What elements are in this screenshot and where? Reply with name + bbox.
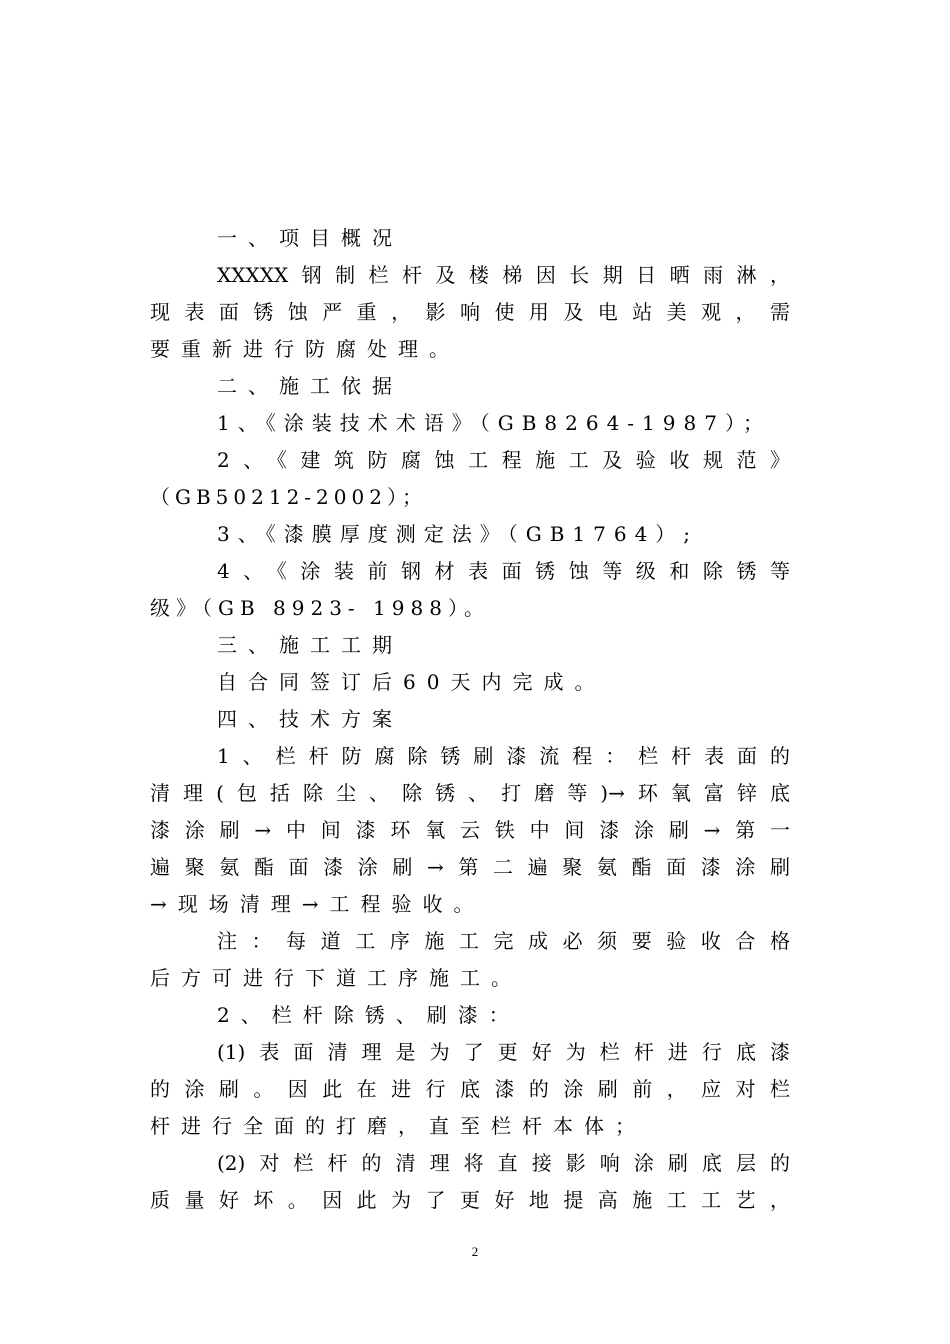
paragraph-line: (2)对栏杆的清理将直接影响涂刷底层的: [217, 1151, 790, 1175]
heading-construction-period: 三、施工工期: [217, 633, 403, 657]
note-line: 后方可进行下道工序施工。: [150, 966, 522, 990]
heading-project-overview: 一、项目概况: [217, 226, 403, 250]
paragraph-line: 3、《漆膜厚度测定法》（GB1764）;: [217, 522, 699, 546]
paragraph-line: 漆涂刷→中间漆环氧云铁中间漆涂刷→第一: [150, 818, 790, 842]
paragraph-line: 要重新进行防腐处理。: [150, 337, 460, 361]
paragraph-line: XXXXX钢制栏杆及楼梯因长期日晒雨淋，: [217, 263, 790, 287]
paragraph-line: 4、《涂装前钢材表面锈蚀等级和除锈等: [217, 559, 790, 583]
paragraph-line: 自合同签订后60天内完成。: [217, 670, 606, 694]
paragraph-line: 杆进行全面的打磨，直至栏杆本体；: [150, 1114, 646, 1138]
heading-derusting-painting: 2、栏杆除锈、刷漆：: [217, 1003, 520, 1027]
paragraph-line: 质量好坏。因此为了更好地提高施工工艺，: [150, 1188, 790, 1212]
paragraph-line: 现表面锈蚀严重，影响使用及电站美观，需: [150, 300, 790, 324]
paragraph-line: 2、《建筑防腐蚀工程施工及验收规范》: [217, 448, 790, 472]
paragraph-line: 1、《涂装技术术语》（GB8264-1987）；: [217, 411, 771, 435]
heading-construction-basis: 二、施工依据: [217, 374, 403, 398]
note-line: 注：每道工序施工完成必须要验收合格: [217, 929, 790, 953]
page-number: 2: [471, 1244, 479, 1259]
paragraph-line: 的涂刷。因此在进行底漆的涂刷前，应对栏: [150, 1077, 790, 1101]
paragraph-line: 遍聚氨酯面漆涂刷→第二遍聚氨酯面漆涂刷: [150, 855, 790, 879]
paragraph-line: 清理(包括除尘、除锈、打磨等)→环氧富锌底: [150, 781, 790, 805]
paragraph-line: (1)表面清理是为了更好为栏杆进行底漆: [217, 1040, 790, 1064]
paragraph-line: 级》（GB 8923- 1988）。: [150, 596, 490, 620]
paragraph-line: （GB50212-2002）；: [150, 485, 427, 509]
paragraph-line: 1、栏杆防腐除锈刷漆流程：栏杆表面的: [217, 744, 790, 768]
paragraph-line: →现场清理→工程验收。: [150, 892, 485, 916]
heading-technical-plan: 四、技术方案: [217, 707, 403, 731]
